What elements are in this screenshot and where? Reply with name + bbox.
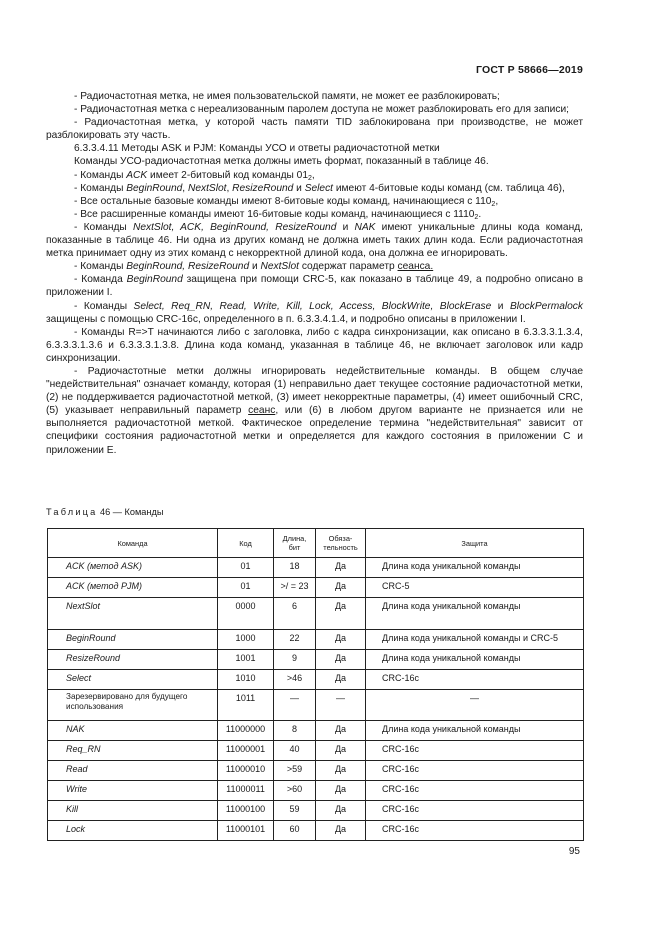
cell-length: >46 xyxy=(274,670,316,690)
cell-mandatory: Да xyxy=(316,821,366,841)
cell-command: Req_RN xyxy=(48,741,218,761)
cell-code: 11000000 xyxy=(218,721,274,741)
cell-protection: Длина кода уникальной команды xyxy=(366,721,584,741)
cell-mandatory: Да xyxy=(316,558,366,578)
cell-command: Зарезервировано для будущего использования xyxy=(48,690,218,721)
table-row xyxy=(48,558,584,578)
cell-length: 59 xyxy=(274,801,316,821)
section-heading: 6.3.3.4.11 Методы ASK и PJM: Команды УСО и ответы радиочастотной метки xyxy=(74,143,440,155)
cell-command: BeginRound xyxy=(48,630,218,650)
paragraph: - Радиочастотная метка с нереализованным паролем доступа не может разблокировать его для записи; xyxy=(74,104,569,116)
table-row xyxy=(48,578,584,598)
cell-protection: CRC-16c xyxy=(366,670,584,690)
cell-code: 11000100 xyxy=(218,801,274,821)
cell-command: Lock xyxy=(48,821,218,841)
paragraph: - Команды BeginRound, NextSlot, ResizeRound и Select имеют 4-битовые коды команд (см. таблица 46), xyxy=(74,182,565,194)
paragraph: Команды УСО-радиочастотная метка должны иметь формат, показанный в таблице 46. xyxy=(74,156,489,168)
cell-length: 8 xyxy=(274,721,316,741)
cell-mandatory: Да xyxy=(316,578,366,598)
cell-length: >59 xyxy=(274,761,316,781)
column-header-protection: Защита xyxy=(366,529,584,558)
column-header-length: Длина, бит xyxy=(274,529,316,558)
cell-length: — xyxy=(274,690,316,721)
cell-code: 01 xyxy=(218,578,274,598)
paragraph: - Радиочастотная метка, не имея пользовательской памяти, не может ее разблокировать; xyxy=(74,91,500,102)
cell-code: 11000001 xyxy=(218,741,274,761)
cell-code: 0000 xyxy=(218,598,274,630)
table-header-row xyxy=(48,529,584,558)
cell-mandatory: Да xyxy=(316,801,366,821)
table-row xyxy=(48,721,584,741)
column-header-code: Код xyxy=(218,529,274,558)
table-caption: Таблица 46 — Команды xyxy=(46,507,164,517)
cell-mandatory: Да xyxy=(316,721,366,741)
cell-protection: Длина кода уникальной команды и CRC-5 xyxy=(366,630,584,650)
cell-mandatory: Да xyxy=(316,630,366,650)
column-header-mandatory: Обяза-тельность xyxy=(316,529,366,558)
table-row xyxy=(48,650,584,670)
cell-length: >/ = 23 xyxy=(274,578,316,598)
cell-command: Select xyxy=(48,670,218,690)
cell-protection: Длина кода уникальной команды xyxy=(366,650,584,670)
cell-protection: CRC-16c xyxy=(366,801,584,821)
cell-code: 11000010 xyxy=(218,761,274,781)
paragraph: - Радиочастотная метка, у которой часть памяти TID заблокирована при производстве, не может разблокировать эту часть. xyxy=(46,117,583,142)
cell-code: 1010 xyxy=(218,670,274,690)
cell-mandatory: Да xyxy=(316,650,366,670)
paragraph: - Команды R=>T начинаются либо с заголовка, либо с кадра синхронизации, как описано в 6.3.3.3.1.3.4, 6.3.3.3.1.3.6 и 6.3.3.3.1.3.8. Длина кода команд, указанная в таблице 46, не включает заголовок или кадр синхронизации. xyxy=(46,326,583,364)
cell-command: Read xyxy=(48,761,218,781)
cell-protection: CRC-5 xyxy=(366,578,584,598)
cell-command: NextSlot xyxy=(48,598,218,630)
cell-protection: CRC-16c xyxy=(366,741,584,761)
cell-length: 22 xyxy=(274,630,316,650)
document-standard-header: ГОСТ Р 58666—2019 xyxy=(475,64,583,76)
table-row xyxy=(48,690,584,721)
cell-code: 01 xyxy=(218,558,274,578)
cell-code: 1000 xyxy=(218,630,274,650)
table-row xyxy=(48,801,584,821)
paragraph: - Команды NextSlot, ACK, BeginRound, ResizeRound и NAK имеют уникальные длины кода команд, показанные в таблице 46. Ни одна из других команд не должна иметь таких длин кода. Если радиочастотная метка принимает одну из этих команд с некорректной длиной кода, она должна ее игнорировать. xyxy=(46,221,583,260)
cell-mandatory: Да xyxy=(316,741,366,761)
cell-command: ACK (метод ASK) xyxy=(48,558,218,578)
table-row xyxy=(48,821,584,841)
cell-length: 18 xyxy=(274,558,316,578)
column-header-command: Команда xyxy=(48,529,218,558)
cell-command: ResizeRound xyxy=(48,650,218,670)
cell-length: >60 xyxy=(274,781,316,801)
commands-table xyxy=(47,528,584,841)
table-row xyxy=(48,781,584,801)
cell-protection: CRC-16c xyxy=(366,821,584,841)
cell-length: 60 xyxy=(274,821,316,841)
table-row xyxy=(48,630,584,650)
paragraph: - Команды Select, Req_RN, Read, Write, Kill, Lock, Access, BlockWrite, BlockErase и BlockPermalock защищены с помощью CRC-16c, определенного в п. 6.3.3.4.1.4, и подробно описаны в приложении I. xyxy=(46,300,583,325)
cell-code: 11000011 xyxy=(218,781,274,801)
cell-mandatory: Да xyxy=(316,670,366,690)
page-number: 95 xyxy=(568,846,580,857)
paragraph: - Команды ACK имеет 2-битовый код команды $01_2$, xyxy=(74,169,315,182)
table-row xyxy=(48,670,584,690)
cell-mandatory: Да xyxy=(316,598,366,630)
cell-length: 9 xyxy=(274,650,316,670)
cell-command: Write xyxy=(48,781,218,801)
paragraph: - Все расширенные команды имеют 16-битовые коды команд, начинающиеся с $1110_2$. xyxy=(74,208,482,221)
cell-mandatory: Да xyxy=(316,761,366,781)
cell-protection: Длина кода уникальной команды xyxy=(366,558,584,578)
paragraph: - Команды BeginRound, ResizeRound и NextSlot содержат параметр сеанса. xyxy=(74,261,434,273)
cell-mandatory: Да xyxy=(316,781,366,801)
cell-command: Kill xyxy=(48,801,218,821)
cell-mandatory: — xyxy=(316,690,366,721)
cell-code: 1001 xyxy=(218,650,274,670)
cell-protection: Длина кода уникальной команды xyxy=(366,598,584,630)
cell-length: 40 xyxy=(274,741,316,761)
cell-protection: CRC-16c xyxy=(366,781,584,801)
cell-protection: — xyxy=(366,690,584,721)
cell-command: ACK (метод PJM) xyxy=(48,578,218,598)
cell-command: NAK xyxy=(48,721,218,741)
cell-protection: CRC-16c xyxy=(366,761,584,781)
table-row xyxy=(48,598,584,630)
table-row xyxy=(48,761,584,781)
cell-code: 1011 xyxy=(218,690,274,721)
cell-code: 11000101 xyxy=(218,821,274,841)
paragraph: - Все остальные базовые команды имеют 8-битовые коды команд, начинающиеся с $110_2$, xyxy=(74,195,499,208)
cell-length: 6 xyxy=(274,598,316,630)
paragraph: - Радиочастотные метки должны игнорировать недействительные команды. В общем случае "недействительная" означает команду, которая (1) неправильно дает текущее состояние радиочастотной метки, (2) не поддерживается радиочастотной меткой, (3) имеет некорректные параметры, (4) имеет ошибочный CRC, (5) указывает неправильный параметр сеанс, или (6) в любом другом варианте не признается или не выполняется радиочастотной меткой. Фактическое определение термина "недействительная" зависит от специфики состояния радиочастотной метки и определяется для каждого состояния в приложении С и приложении Е. xyxy=(46,365,584,456)
body-text xyxy=(46,90,583,457)
table-row xyxy=(48,741,584,761)
paragraph: - Команда BeginRound защищена при помощи CRC-5, как показано в таблице 49, а подробно описано в приложении I. xyxy=(46,274,584,299)
